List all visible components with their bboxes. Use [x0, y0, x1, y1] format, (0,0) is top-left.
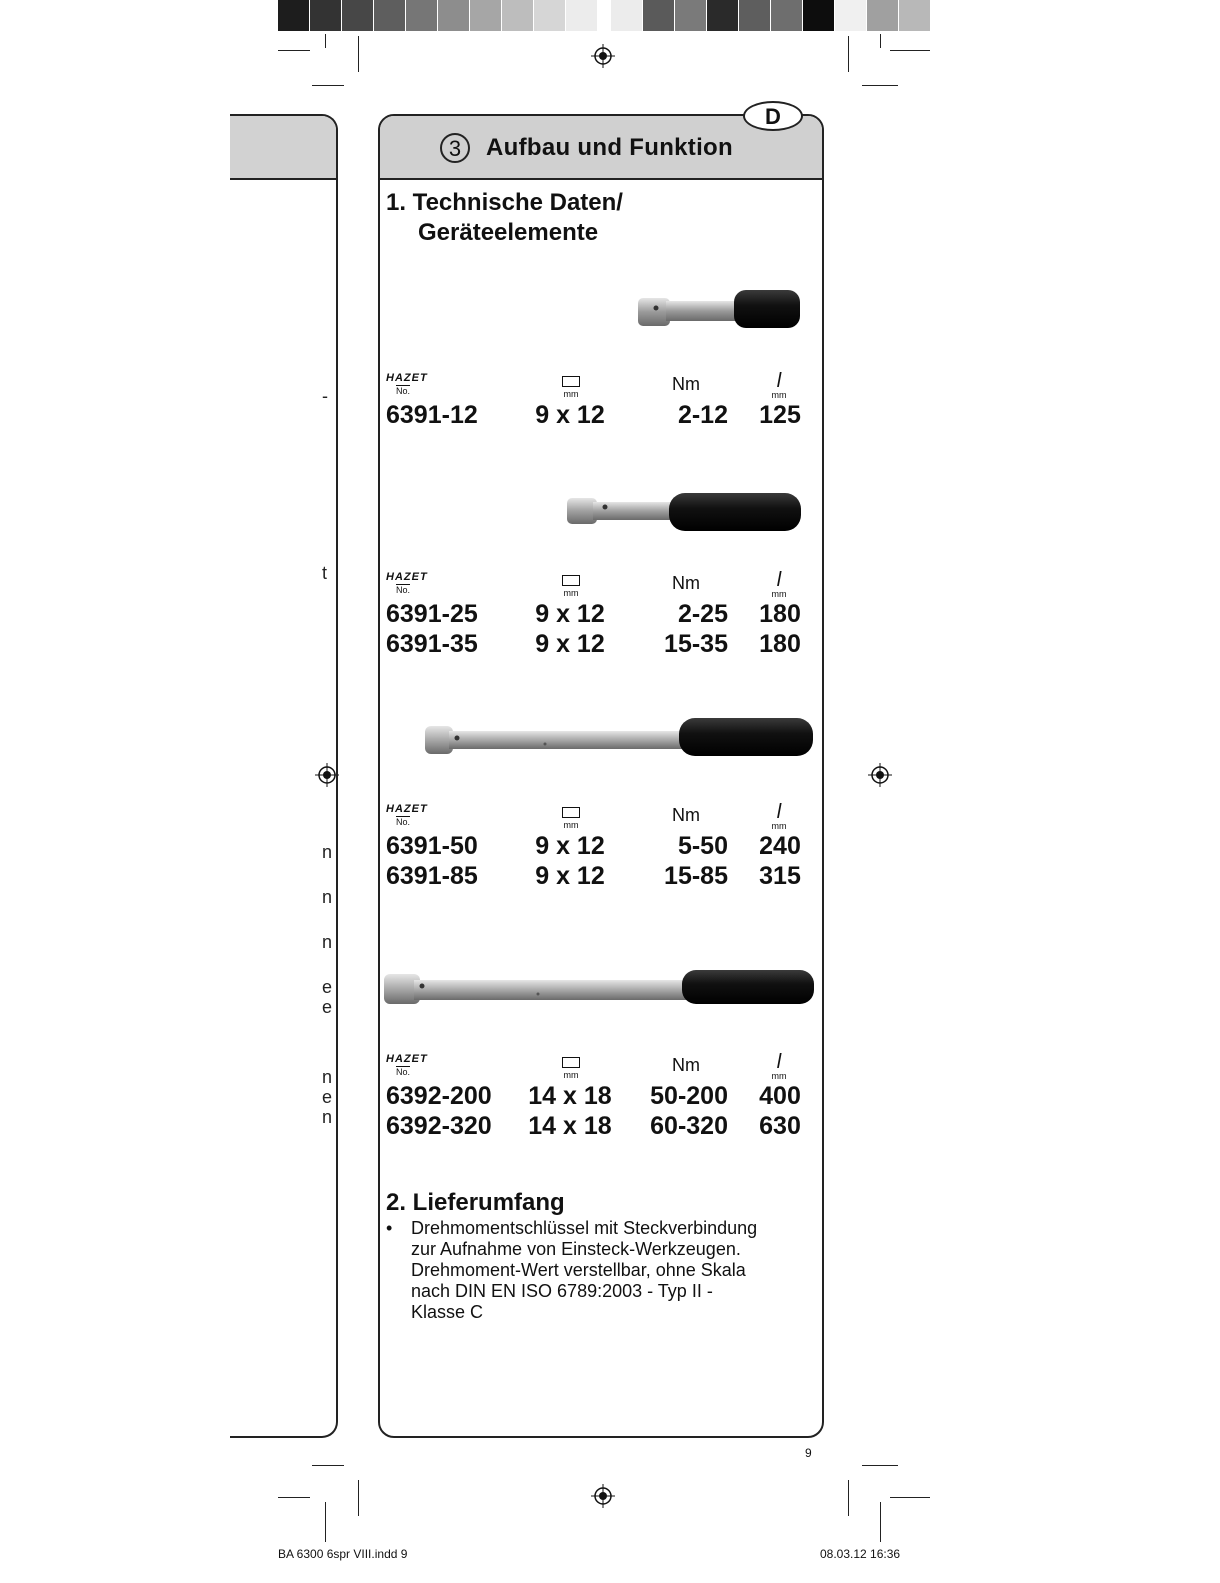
color-swatch	[739, 0, 771, 31]
color-swatch	[278, 0, 310, 31]
length-symbol-icon: l	[776, 1051, 782, 1073]
tool-length: 240	[759, 832, 801, 860]
color-calibration-bar-left	[278, 0, 630, 31]
torque-wrench-image	[565, 490, 803, 534]
color-swatch	[835, 0, 867, 31]
column-header-length	[768, 372, 790, 400]
color-swatch	[534, 0, 566, 31]
unit-label: mm	[771, 1071, 787, 1081]
brand-label: HAZET	[386, 571, 428, 583]
previous-page-text-fragment: n	[322, 842, 333, 862]
no-label: No.	[396, 1067, 411, 1077]
tech-data-heading: 1. Technische Daten/	[386, 189, 623, 216]
crop-mark	[358, 36, 359, 72]
color-swatch	[566, 0, 598, 31]
color-swatch	[707, 0, 739, 31]
column-header-square-drive	[560, 575, 582, 598]
registration-mark-icon	[591, 1484, 615, 1508]
brand-label: HAZET	[386, 1053, 428, 1065]
color-swatch	[611, 0, 643, 31]
previous-page-text-fragment: n	[322, 887, 333, 907]
article-number: 6391-35	[386, 630, 478, 658]
unit-label: mm	[563, 820, 579, 830]
tool-length: 315	[759, 862, 801, 890]
unit-label: mm	[563, 1070, 579, 1080]
page-number: 9	[805, 1446, 812, 1460]
color-swatch	[675, 0, 707, 31]
previous-page-text-fragment: -	[322, 386, 328, 406]
torque-range: 2-12	[677, 401, 728, 429]
torque-label: Nm	[672, 374, 700, 394]
no-label: No.	[396, 386, 411, 396]
color-swatch	[374, 0, 406, 31]
crop-mark	[880, 1502, 881, 1542]
previous-page-text-fragment: e	[322, 1087, 333, 1107]
article-number: 6391-12	[386, 401, 478, 429]
previous-page-panel	[230, 114, 338, 1438]
column-header-length	[768, 571, 790, 599]
previous-page-text-fragment: n	[322, 1067, 333, 1087]
square-drive-size: 9 x 12	[535, 600, 605, 628]
crop-mark	[325, 34, 326, 48]
previous-page-text-fragment: n	[322, 932, 333, 952]
no-label: No.	[396, 585, 411, 595]
square-drive-size: 9 x 12	[535, 401, 605, 429]
section-number: 3	[440, 133, 470, 163]
square-drive-size: 14 x 18	[528, 1112, 612, 1140]
length-symbol-icon: l	[776, 801, 782, 823]
previous-page-text-fragment: n	[322, 1107, 333, 1127]
square-drive-size: 14 x 18	[528, 1082, 612, 1110]
tool-length: 125	[759, 401, 801, 429]
unit-label: mm	[771, 589, 787, 599]
column-header-length	[768, 803, 790, 831]
color-swatch	[899, 0, 931, 31]
previous-page-header	[230, 116, 336, 180]
torque-range: 15-35	[664, 630, 728, 658]
color-swatch	[803, 0, 835, 31]
delivery-text-line: zur Aufnahme von Einsteck-Werkzeugen.	[411, 1239, 741, 1259]
column-header-article-no	[386, 571, 446, 593]
color-calibration-bar-right	[611, 0, 931, 31]
registration-mark-icon	[591, 44, 615, 68]
color-swatch	[406, 0, 438, 31]
torque-wrench-image	[423, 716, 815, 760]
tool-length: 180	[759, 630, 801, 658]
color-swatch	[643, 0, 675, 31]
article-number: 6391-85	[386, 862, 478, 890]
language-badge: D	[743, 101, 803, 131]
column-header-article-no	[386, 372, 446, 394]
crop-mark	[890, 1497, 930, 1498]
delivery-text-line: nach DIN EN ISO 6789:2003 - Typ II -	[411, 1281, 713, 1301]
torque-label: Nm	[672, 805, 700, 825]
brand-label: HAZET	[386, 803, 428, 815]
unit-label: mm	[771, 390, 787, 400]
torque-label: Nm	[672, 1055, 700, 1075]
column-header-square-drive	[560, 807, 582, 830]
color-swatch	[867, 0, 899, 31]
column-header-torque	[672, 573, 700, 594]
square-drive-icon	[562, 376, 580, 387]
color-swatch	[470, 0, 502, 31]
column-header-length	[768, 1053, 790, 1081]
unit-label: mm	[563, 588, 579, 598]
torque-range: 15-85	[664, 862, 728, 890]
crop-mark	[848, 1480, 849, 1516]
delivery-list-item	[411, 1218, 806, 1323]
torque-range: 50-200	[650, 1082, 728, 1110]
article-number: 6391-50	[386, 832, 478, 860]
delivery-text-line: Drehmoment-Wert verstellbar, ohne Skala	[411, 1260, 746, 1280]
column-header-article-no	[386, 1053, 446, 1075]
previous-page-text-fragment: t	[322, 563, 328, 583]
torque-wrench-image	[636, 288, 802, 332]
column-header-square-drive	[560, 1057, 582, 1080]
registration-mark-icon	[868, 763, 892, 787]
square-drive-icon	[562, 575, 580, 586]
column-header-torque	[672, 1055, 700, 1076]
crop-mark	[312, 85, 344, 86]
column-header-square-drive	[560, 376, 582, 399]
color-swatch	[342, 0, 374, 31]
tool-length: 630	[759, 1112, 801, 1140]
tech-data-heading-line2: Geräteelemente	[418, 219, 599, 246]
delivery-text-line: Drehmomentschlüssel mit Steckverbindung	[411, 1218, 758, 1238]
crop-mark	[325, 1502, 326, 1542]
square-drive-icon	[562, 807, 580, 818]
square-drive-icon	[562, 1057, 580, 1068]
bullet-icon: •	[386, 1218, 393, 1238]
crop-mark	[890, 50, 930, 51]
column-header-torque	[672, 374, 700, 395]
delivery-list	[386, 1218, 806, 1323]
torque-range: 60-320	[650, 1112, 728, 1140]
previous-page-text-fragment: e	[322, 977, 333, 997]
length-symbol-icon: l	[776, 569, 782, 591]
torque-wrench-image	[382, 968, 816, 1008]
torque-range: 5-50	[677, 832, 728, 860]
square-drive-size: 9 x 12	[535, 630, 605, 658]
color-swatch	[771, 0, 803, 31]
section-title: Aufbau und Funktion	[486, 134, 733, 161]
color-swatch	[502, 0, 534, 31]
footer-datetime: 08.03.12 16:36	[820, 1547, 901, 1561]
crop-mark	[278, 1497, 310, 1498]
article-number: 6392-320	[386, 1112, 492, 1140]
tool-length: 400	[759, 1082, 801, 1110]
unit-label: mm	[771, 821, 787, 831]
crop-mark	[862, 85, 898, 86]
tool-length: 180	[759, 600, 801, 628]
square-drive-size: 9 x 12	[535, 862, 605, 890]
crop-mark	[312, 1465, 344, 1466]
color-swatch	[310, 0, 342, 31]
previous-page-text-fragment: e	[322, 997, 333, 1017]
article-number: 6392-200	[386, 1082, 492, 1110]
column-header-torque	[672, 805, 700, 826]
crop-mark	[848, 36, 849, 72]
crop-mark	[880, 34, 881, 48]
square-drive-size: 9 x 12	[535, 832, 605, 860]
article-number: 6391-25	[386, 600, 478, 628]
delivery-heading: 2. Lieferumfang	[386, 1189, 565, 1216]
crop-mark	[862, 1465, 898, 1466]
length-symbol-icon: l	[776, 370, 782, 392]
no-label: No.	[396, 817, 411, 827]
footer-filename: BA 6300 6spr VIII.indd 9	[278, 1547, 408, 1561]
crop-mark	[278, 50, 310, 51]
torque-label: Nm	[672, 573, 700, 593]
delivery-text-line: Klasse C	[411, 1302, 484, 1322]
crop-mark	[358, 1480, 359, 1516]
torque-range: 2-25	[677, 600, 728, 628]
brand-label: HAZET	[386, 372, 428, 384]
color-swatch	[438, 0, 470, 31]
column-header-article-no	[386, 803, 446, 825]
unit-label: mm	[563, 389, 579, 399]
